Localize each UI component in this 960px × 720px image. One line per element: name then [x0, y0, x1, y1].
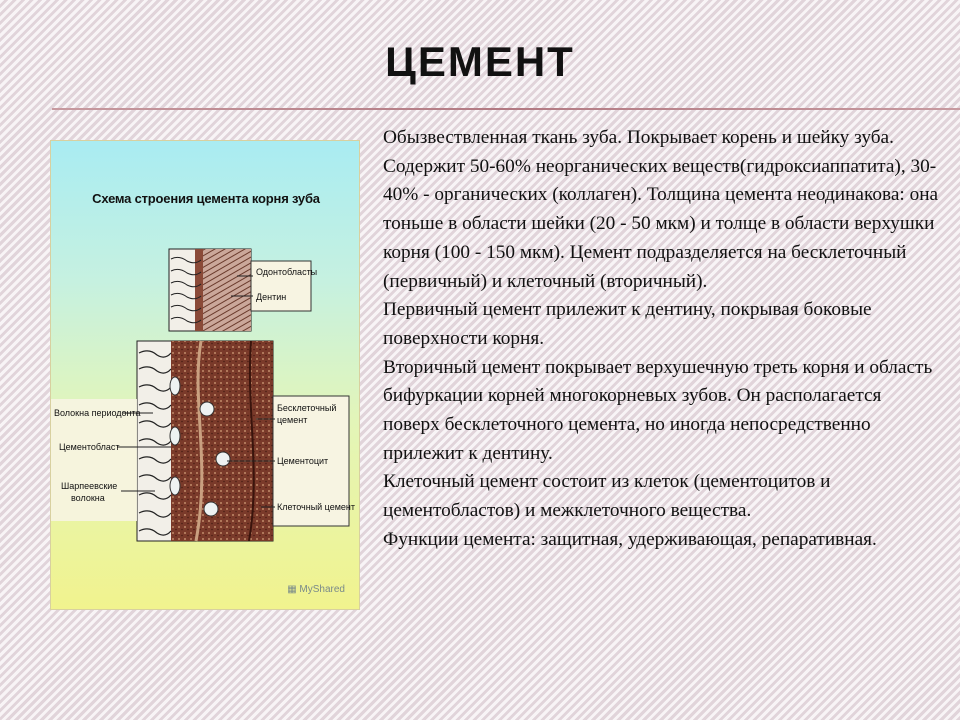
- body-text: [383, 124, 943, 555]
- label-sharpey-fibers-2: волокна: [71, 493, 105, 503]
- cement-diagram: [50, 140, 360, 610]
- label-cementocyte: Цементоцит: [277, 456, 329, 466]
- title-divider: [52, 108, 960, 110]
- paragraph-definition: Обызвествленная ткань зуба. Покрывает корень и шейку зуба. Содержит 50-60% неорганических веществ(гидроксиаппатита), 30-40% - органических (коллаген). Толщина цемента неодинакова: она тоньше в области шейки (20 - 50 мкм) и толще в области верхушки корня (100 - 150 мкм). Цемент подразделяется на бесклеточный (первичный) и клеточный (вторичный).: [383, 127, 939, 292]
- label-dentin: Дентин: [256, 292, 287, 302]
- label-cellular-cement: Клеточный цемент: [277, 502, 356, 512]
- watermark: [287, 584, 345, 595]
- label-acellular-cement-2: цемент: [277, 415, 308, 425]
- paragraph-secondary-cement: Вторичный цемент покрывает верхушечную треть корня и область бифуркации корней многокорневых зубов. Он располагается поверх бесклеточного цемента, но иногда непосредственно прилежит к дентину.: [383, 356, 933, 464]
- label-sharpey-fibers-1: Шарпеевские: [61, 481, 118, 491]
- neck-region-panel: [169, 249, 311, 331]
- paragraph-functions: Функции цемента: защитная, удерживающая, репаративная.: [383, 528, 877, 550]
- slide-title: ЦЕМЕНТ: [385, 38, 575, 85]
- label-odontoblasts: Одонтобласты: [256, 267, 318, 277]
- label-acellular-cement-1: Бесклеточный: [277, 403, 337, 413]
- paragraph-cellular-cement: Клеточный цемент состоит из клеток (цементоцитов и цементобластов) и межклеточного вещества.: [383, 471, 831, 522]
- watermark-text: MyShared: [299, 584, 345, 595]
- watermark-icon: ▦: [287, 584, 300, 595]
- paragraph-primary-cement: Первичный цемент прилежит к дентину, покрывая боковые поверхности корня.: [383, 299, 872, 349]
- label-periodontal-fibers: Волокна периодонта: [54, 408, 141, 418]
- label-cementoblast: Цементобласт: [59, 442, 120, 452]
- diagram-illustration: [51, 141, 360, 610]
- diagram-title: Схема строения цемента корня зуба: [92, 191, 320, 206]
